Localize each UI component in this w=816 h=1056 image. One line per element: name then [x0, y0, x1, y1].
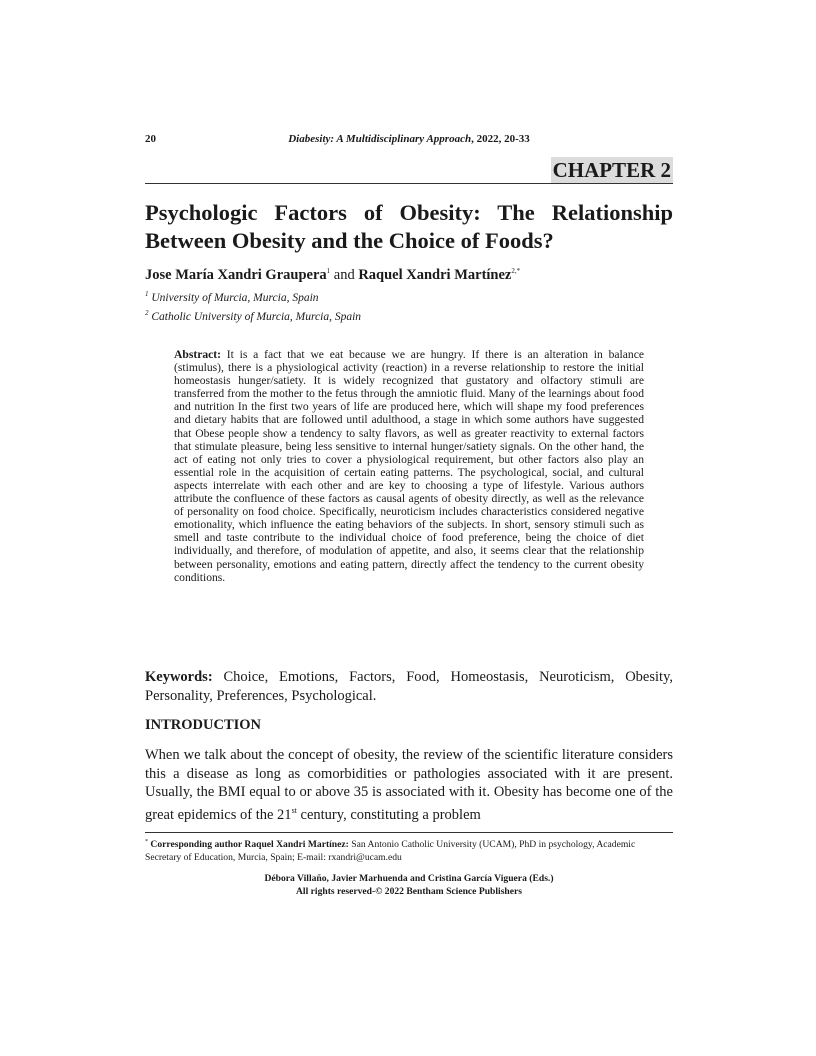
affiliation-1-mark: 1 [145, 290, 149, 298]
affiliation-2 [145, 306, 361, 324]
abstract-text: It is a fact that we eat because we are hungry. If there is an alteration in balance (stimulus), there is a physiological activity (reaction) in a reverse relationship to restore the initial homeostasis hunger/satiety. It is widely recognized that gustatory and olfactory stimuli are transferred from the mother to the fetus through the amniotic fluid. Many of the learnings about food and nutrition In the first two years of life are produced here, which will shape my food preferences and dietary habits that are followed until adulthood, a stage in which some authors have suggested that Obese people show a tendency to salty flavors, as well as greater reactivity to external factors that stimulate pleasure, being less sensitive to internal hunger/satiety signals. On the other hand, the act of eating not only tries to cover a physiological requirement, but other factors also play an essential role in the acquisition of certain eating patterns. The psychological, social, and cultural aspects interrelate with each other and are key to choosing a type of lifestyle. Various authors attribute the confluence of these factors as causal agents of obesity directly, as well as the relevance of personality on food choice. Specifically, neuroticism includes characteristics considered negative emotionality, which influence the eating behaviors of the subjects. In short, sensory stimuli such as smell and taste contribute to the individual choice of food preference, being the choice of diet individually, and therefore, of modulation of appetite, and also, it seems clear that the relationship between personality, emotions and eating pattern, directly affect the tendency to the current obesity conditions. [174, 348, 644, 584]
footnote [145, 836, 673, 864]
introduction-text-continued: century, constituting a problem [296, 806, 481, 823]
journal-year-pages: , 2022, 20-33 [471, 133, 530, 145]
author-2-name: Raquel Xandri Martínez [358, 266, 512, 283]
ordinal-suffix: st [291, 805, 297, 815]
journal-title: Diabesity: A Multidisciplinary Approach [288, 133, 472, 145]
chapter-divider [145, 183, 673, 184]
article-title: Psychologic Factors of Obesity: The Relationship Between Obesity and the Choice of Foods? [145, 200, 673, 253]
footnote-label: Corresponding author Raquel Xandri Martínez: [148, 839, 349, 851]
abstract-label: Abstract: [174, 348, 222, 361]
chapter-label: CHAPTER 2 [552, 158, 671, 182]
footnote-divider [145, 832, 673, 833]
keywords-text: Choice, Emotions, Factors, Food, Homeostasis, Neuroticism, Obesity, Personality, Preferences, Psychological. [145, 669, 673, 704]
document-page [145, 0, 673, 1056]
introduction-text: When we talk about the concept of obesity, the review of the scientific literature considers this a disease as long as comorbidities or pathologies associated with it are present. Usually, the BMI equal to or above 35 is associated with it. Obesity has become one of the great epidemics of the 21 [145, 747, 673, 823]
author-2-affiliation-mark: 2,* [511, 267, 521, 275]
running-header [145, 133, 673, 149]
affiliation-2-text: Catholic University of Murcia, Murcia, Spain [148, 310, 362, 323]
journal-citation [145, 133, 673, 145]
author-connector: and [330, 266, 359, 283]
footer-rights: All rights reserved-© 2022 Bentham Science Publishers [295, 885, 523, 897]
abstract [174, 348, 644, 584]
footnote-text: San Antonio Catholic University (UCAM), PhD in psychology, Academic Secretary of Education, Murcia, Spain; E-mail: rxandri@ucam.edu [145, 839, 636, 863]
keywords-label: Keywords: [145, 669, 213, 685]
section-heading-introduction: INTRODUCTION [145, 717, 262, 733]
page-number: 20 [145, 133, 156, 145]
affiliation-1 [145, 287, 319, 305]
affiliation-2-mark: 2 [145, 309, 149, 317]
affiliation-1-text: University of Murcia, Murcia, Spain [148, 291, 319, 304]
introduction-paragraph [145, 746, 673, 824]
author-1-affiliation-mark: 1 [326, 267, 331, 275]
footnote-mark: * [145, 839, 148, 845]
page-footer [145, 873, 673, 898]
author-line [145, 262, 673, 284]
keywords [145, 668, 673, 705]
footer-editors: Débora Villaño, Javier Marhuenda and Cristina García Viguera (Eds.) [264, 873, 554, 884]
author-1-name: Jose María Xandri Graupera [145, 266, 327, 283]
